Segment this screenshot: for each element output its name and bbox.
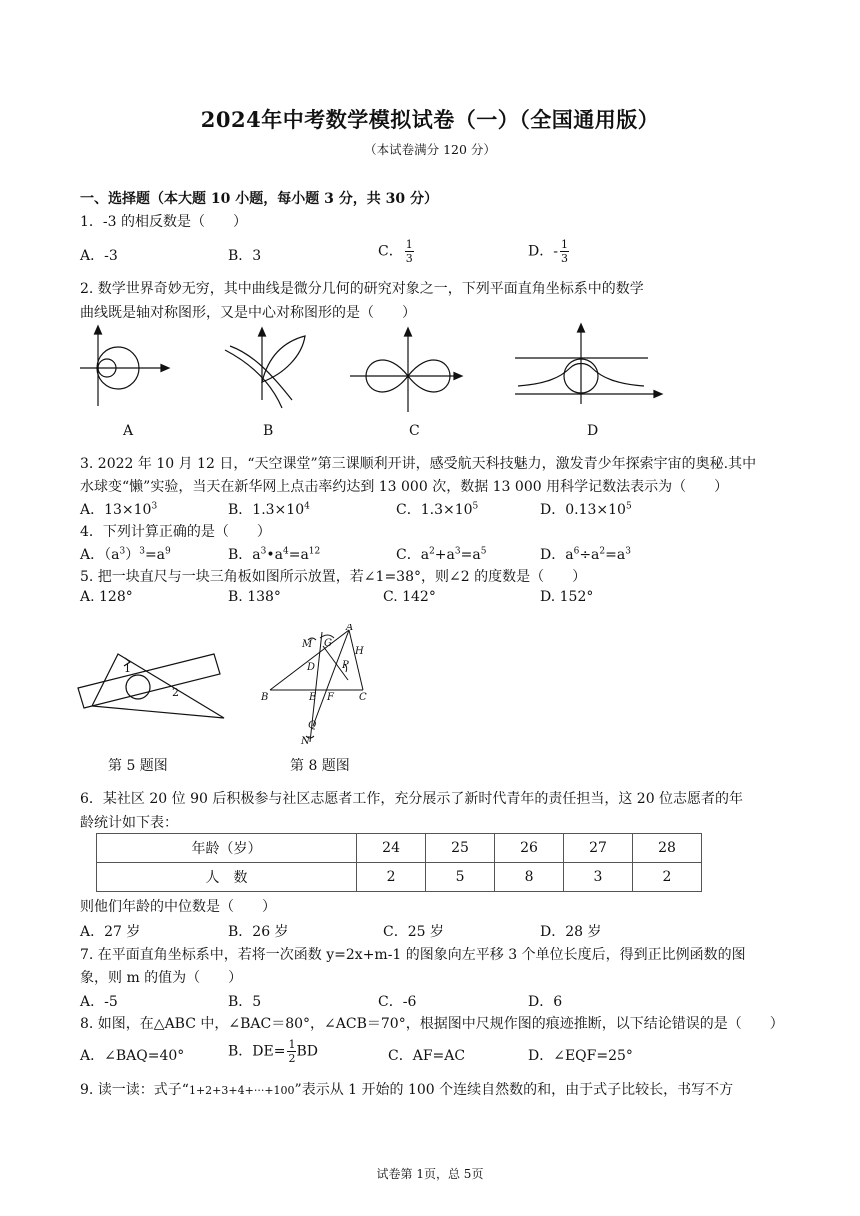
fig8-triangle: [258, 624, 378, 748]
q3-line1: 3. 2022 年 10 月 12 日，“天空课堂”第三课顺利开讲，感受航天科技魅力，激发青少年探索宇宙的奥秘.其中: [80, 456, 757, 472]
q2-label-c: C: [409, 423, 420, 439]
table-cell: 5: [426, 863, 495, 892]
fig8-label-n: N: [301, 736, 310, 747]
table-cell: 26: [495, 834, 564, 863]
q1-option-c: C． $\frac{1}{3}$: [378, 238, 413, 265]
fig8-label-g: G: [324, 638, 332, 649]
q1-option-d: D．- $\frac{1}{3}$: [528, 238, 568, 265]
q2-figure-d: [515, 324, 662, 404]
q2-figure-c: [350, 328, 462, 412]
q8-stem: 8. 如图，在△ABC 中，∠BAC＝80°，∠ACB＝70°，根据图中尺规作图的痕迹推断，以下结论错误的是（ ）: [80, 1016, 784, 1032]
q6-option-c: C．25 岁: [383, 924, 444, 940]
q3-option-a: A．$13\times 10^3$: [80, 501, 158, 518]
fig5-caption: 第 5 题图: [108, 758, 168, 774]
fig8-label-h: H: [355, 646, 364, 657]
q2-label-b: B: [263, 423, 274, 439]
q8-option-d: D．∠EQF=25°: [528, 1048, 633, 1064]
q2-line2: 曲线既是轴对称图形，又是中心对称图形的是（ ）: [80, 305, 416, 321]
table-cell: 8: [495, 863, 564, 892]
q8-option-b: B．DE= $\frac{1}{2}$ BD: [228, 1038, 318, 1065]
q5-stem: 5. 把一块直尺与一块三角板如图所示放置，若∠1=38°，则∠2 的度数是（ ）: [80, 569, 587, 585]
table-cell: 人 数: [97, 863, 357, 892]
fig8-label-a: A: [346, 624, 354, 633]
age-table: [96, 833, 702, 892]
table-cell: 2: [632, 863, 701, 892]
q4-option-b: B．$a^3•a^4=a^{12}$: [228, 546, 321, 563]
table-row: [97, 834, 702, 863]
q2-label-d: D: [587, 423, 599, 439]
q2-label-a: A: [123, 423, 134, 439]
q1-option-b: B．3: [228, 248, 262, 264]
fraction: $\frac{1}{3}$: [405, 238, 413, 265]
q7-option-d: D．6: [528, 994, 563, 1010]
fig8-label-d: D: [307, 662, 316, 673]
q2-figure-b: [225, 328, 305, 408]
table-row: [97, 863, 702, 892]
q8-option-a: A．∠BAQ=40°: [80, 1048, 185, 1064]
q1-option-a: A．-3: [80, 248, 118, 264]
fig8-label-e: E: [309, 692, 317, 703]
q6-option-b: B．26 岁: [228, 924, 289, 940]
fig5-ruler-triangle: [74, 640, 234, 720]
q6-line2: 龄统计如下表：: [80, 815, 178, 831]
fig8-label-q: Q: [308, 720, 317, 731]
q3-option-d: D．$0.13\times 10^5$: [540, 501, 632, 518]
fig8-label-m: M: [302, 639, 313, 650]
table-cell: 2: [357, 863, 426, 892]
fraction: $\frac{1}{2}$: [288, 1038, 296, 1065]
q3-option-b: B．$1.3\times 10^4$: [228, 501, 310, 518]
q6-option-d: D．28 岁: [540, 924, 602, 940]
q6-line1: 6．某社区 20 位 90 后积极参与社区志愿者工作，充分展示了新时代青年的责任担当，这 20 位志愿者的年: [80, 791, 744, 807]
q7-option-a: A．-5: [80, 994, 118, 1010]
q5-option-b: B. 138°: [228, 589, 281, 605]
q3-line2: 水球变“懒”实验，当天在新华网上点击率约达到 13 000 次，数据 13 000 用科学记数法表示为（ ）: [80, 479, 729, 495]
q7-line1: 7. 在平面直角坐标系中，若将一次函数 y=2x+m-1 的图象向左平移 3 个单位长度后，得到正比例函数的图: [80, 947, 746, 963]
q6-ask: 则他们年龄的中位数是（ ）: [80, 899, 276, 915]
section-heading: 一、选择题（本大题 10 小题，每小题 3 分，共 30 分）: [80, 191, 438, 207]
q8-option-c: C．AF=AC: [388, 1048, 466, 1064]
table-cell: 24: [357, 834, 426, 863]
q2-line1: 2. 数学世界奇妙无穷，其中曲线是微分几何的研究对象之一，下列平面直角坐标系中的数学: [80, 281, 644, 297]
q7-line2: 象，则 m 的值为（ ）: [80, 970, 243, 986]
q5-option-d: D. 152°: [540, 589, 594, 605]
q4-stem: 4．下列计算正确的是（ ）: [80, 524, 271, 540]
q4-option-c: C．$a^2+a^3=a^5$: [396, 546, 487, 563]
q1-stem: 1．-3 的相反数是（ ）: [80, 214, 247, 230]
fig5-angle2-label: 2: [172, 686, 179, 699]
page-footer: 试卷第 1页，总 5页: [376, 1167, 484, 1181]
table-cell: 25: [426, 834, 495, 863]
fig5-angle1-label: 1: [124, 662, 131, 675]
table-cell: 年龄（岁）: [97, 834, 357, 863]
q6-option-a: A．27 岁: [80, 924, 141, 940]
q2-figure-a: [80, 326, 169, 406]
q7-option-c: C．-6: [378, 994, 417, 1010]
table-cell: 27: [564, 834, 633, 863]
q9-line1: 9. 读一读：式子“1+2+3+4+···+100”表示从 1 开始的 100 个连续自然数的和，由于式子比较长，书写不方: [80, 1082, 734, 1098]
table-cell: 3: [564, 863, 633, 892]
q4-option-d: D．$a^6\div a^2=a^3$: [540, 546, 631, 563]
q3-option-c: C．$1.3\times 10^5$: [396, 501, 479, 518]
q4-option-a: A．$(a^3)^3=a^9$: [80, 546, 171, 563]
q2-figures: [70, 322, 670, 414]
q5-option-a: A. 128°: [80, 589, 133, 605]
fig8-label-c: C: [359, 692, 367, 703]
fig8-label-b: B: [261, 692, 269, 703]
fig8-label-f: F: [327, 692, 334, 703]
paper-subtitle: （本试卷满分 120 分）: [364, 142, 496, 157]
paper-title: 2024年中考数学模拟试卷（一）（全国通用版）: [200, 107, 660, 132]
q5-option-c: C. 142°: [383, 589, 436, 605]
fig8-label-p: P: [342, 660, 349, 671]
fig8-caption: 第 8 题图: [290, 758, 350, 774]
q7-option-b: B．5: [228, 994, 262, 1010]
fraction: $\frac{1}{3}$: [560, 238, 568, 265]
table-cell: 28: [632, 834, 701, 863]
